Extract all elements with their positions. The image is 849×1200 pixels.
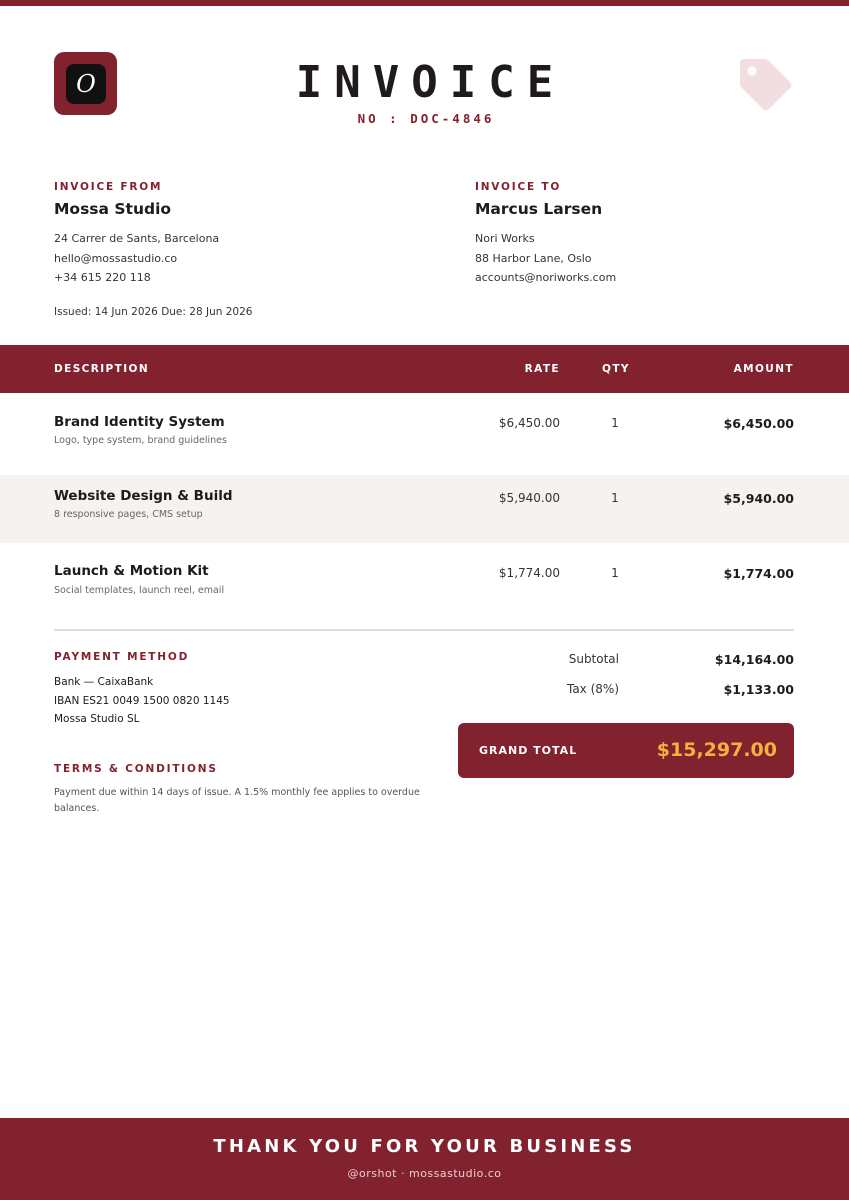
item-rate: $1,774.00 <box>498 566 560 580</box>
tag-icon <box>736 57 794 115</box>
invoice-from-block <box>54 181 434 288</box>
item-description: 8 responsive pages, CMS setup <box>54 509 203 520</box>
item-rate: $6,450.00 <box>498 416 560 430</box>
item-qty: 1 <box>611 566 619 580</box>
subtotal-label: Subtotal <box>568 652 619 666</box>
payment-holder: Mossa Studio SL <box>54 713 140 725</box>
sender-address: 24 Carrer de Sants, Barcelona <box>54 232 220 245</box>
tax-value: $1,133.00 <box>723 682 794 697</box>
column-header-description: DESCRIPTION <box>54 363 150 375</box>
subtotal-value: $14,164.00 <box>714 652 794 667</box>
payment-method-block <box>54 651 424 729</box>
table-row <box>0 543 849 629</box>
svg-text:O: O <box>75 69 96 98</box>
invoice-to-label: INVOICE TO <box>475 181 562 193</box>
column-header-amount: AMOUNT <box>733 363 794 375</box>
grand-total-value: $15,297.00 <box>656 739 777 761</box>
payment-iban: IBAN ES21 0049 1500 0820 1145 <box>54 694 230 707</box>
top-accent-bar <box>0 0 849 6</box>
invoice-number: NO : DOC-4846 <box>357 111 495 126</box>
invoice-dates: Issued: 14 Jun 2026 Due: 28 Jun 2026 <box>54 306 253 318</box>
payment-bank: Bank — CaixaBank <box>54 676 154 688</box>
client-email: accounts@noriworks.com <box>475 271 617 284</box>
item-description: Logo, type system, brand guidelines <box>54 435 227 446</box>
terms-text: Payment due within 14 days of issue. A 1.5% monthly fee applies to overdue balances. <box>54 787 420 814</box>
item-amount: $6,450.00 <box>723 416 794 431</box>
tax-label: Tax (8%) <box>566 682 619 696</box>
client-address: 88 Harbor Lane, Oslo <box>475 251 592 265</box>
column-header-rate: RATE <box>524 363 560 375</box>
footer <box>0 1118 849 1200</box>
column-header-qty: QTY <box>602 363 630 375</box>
item-qty: 1 <box>611 491 619 505</box>
invoice-from-label: INVOICE FROM <box>54 181 163 193</box>
table-row <box>0 475 849 543</box>
client-name: Marcus Larsen <box>475 200 603 218</box>
item-name: Brand Identity System <box>54 414 225 430</box>
item-rate: $5,940.00 <box>498 491 560 505</box>
footer-thank-you: THANK YOU FOR YOUR BUSINESS <box>213 1136 636 1157</box>
item-description: Social templates, launch reel, email <box>54 585 225 596</box>
grand-total-box <box>458 723 794 778</box>
item-name: Launch & Motion Kit <box>54 563 209 579</box>
client-company: Nori Works <box>475 232 535 245</box>
table-header <box>0 345 849 393</box>
terms-block <box>54 763 424 817</box>
invoice-to-block <box>475 181 795 288</box>
item-name: Website Design & Build <box>54 488 233 504</box>
table-divider <box>54 629 794 631</box>
item-amount: $5,940.00 <box>723 491 794 506</box>
terms-label: TERMS & CONDITIONS <box>54 763 218 775</box>
sender-phone: +34 615 220 118 <box>54 271 151 284</box>
item-qty: 1 <box>611 416 619 430</box>
payment-method-label: PAYMENT METHOD <box>54 651 190 663</box>
sender-email: hello@mossastudio.co <box>54 251 178 265</box>
sender-name: Mossa Studio <box>54 200 172 218</box>
grand-total-label: GRAND TOTAL <box>479 744 578 757</box>
table-row <box>0 393 849 475</box>
footer-links: @orshot · mossastudio.co <box>347 1167 502 1180</box>
item-amount: $1,774.00 <box>723 566 794 581</box>
invoice-title: INVOICE <box>295 57 566 108</box>
